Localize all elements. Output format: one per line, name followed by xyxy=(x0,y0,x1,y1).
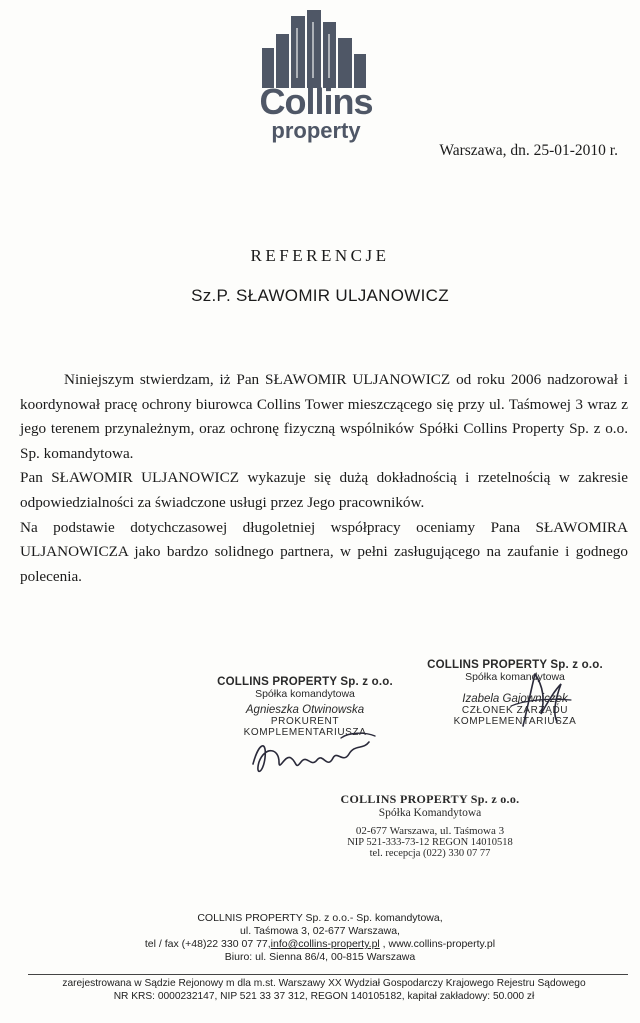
letter-recipient: Sz.P. SŁAWOMIR ULJANOWICZ xyxy=(191,286,449,305)
stamp-role-sub: KOMPLEMENTARIUSZA xyxy=(243,727,367,738)
stamp-role: CZŁONEK ZARZĄDU xyxy=(461,705,569,716)
stamp-role-sub: KOMPLEMENTARIUSZA xyxy=(453,716,577,727)
logo-wordmark-collins: Collins xyxy=(259,81,373,122)
registry-info xyxy=(18,977,630,1003)
company-stamp-address: 02-677 Warszawa, ul. Taśmowa 3 xyxy=(355,825,505,837)
footer-company: COLLNIS PROPERTY Sp. z o.o.- Sp. komandytowa, xyxy=(197,912,443,924)
company-stamp-name: COLLINS PROPERTY Sp. z o.o. xyxy=(340,792,520,806)
company-stamp-ids: NIP 521-333-73-12 REGON 14010518 xyxy=(347,837,513,848)
letter-date: Warszawa, dn. 25-01-2010 r. xyxy=(439,142,618,159)
letter-title: REFERENCJE xyxy=(250,246,390,265)
footer-email-link[interactable]: info@collins-property.pl xyxy=(270,938,380,950)
footer-office: Biuro: ul. Sienna 86/4, 00-815 Warszawa xyxy=(224,951,416,963)
logo-buildings-icon xyxy=(256,8,378,146)
registry-court: zarejestrowana w Sądzie Rejonowy m dla m.st. Warszawy XX Wydział Gospodarczy Krajowego Rejestru Sądowego xyxy=(62,978,586,989)
footer-contact xyxy=(0,938,640,951)
letter-body xyxy=(20,368,628,589)
stamp-role: PROKURENT xyxy=(270,716,340,727)
body-paragraph-2: Pan SŁAWOMIR ULJANOWICZ wykazuje się dużą dokładnością i rzetelnością w zakresie odpowiedzialności za świadczone usługi przez Jego pracowników. xyxy=(20,469,628,511)
stamp-company: COLLINS PROPERTY Sp. z o.o. xyxy=(217,676,393,688)
footer-address: ul. Taśmowa 3, 02-677 Warszawa, xyxy=(240,925,400,937)
footer-divider xyxy=(28,974,628,975)
body-paragraph-1: Niniejszym stwierdzam, iż Pan SŁAWOMIR ULJANOWICZ od roku 2006 nadzorował i koordynował pracę ochrony biurowca Collins Tower mieszczącego się przy ul. Taśmowej 3 wraz z jego terenem przynależnym, oraz ochronę fizyczną wspólników Spółki Collins Property Sp. z o.o. Sp. komandytowa. xyxy=(20,371,628,462)
stamp-person: Izabela Gajownicze̜k xyxy=(462,693,568,705)
stamp-company: COLLINS PROPERTY Sp. z o.o. xyxy=(427,659,603,671)
registry-numbers: NR KRS: 0000232147, NIP 521 33 37 312, REGON 140105182, kapitał zakładowy: 50.000 zł xyxy=(113,991,535,1002)
collins-property-logo xyxy=(256,8,378,146)
logo-wordmark-property: property xyxy=(271,118,361,143)
footer-phone: tel / fax (+48)22 330 07 77, xyxy=(144,938,271,950)
handwritten-signature-left xyxy=(245,724,385,780)
stamp-form: Spółka komandytowa xyxy=(255,688,355,700)
handwritten-signature-right xyxy=(505,670,575,730)
stamp-form: Spółka komandytowa xyxy=(465,671,565,683)
body-paragraph-3: Na podstawie dotychczasowej długoletniej współpracy oceniamy Pana SŁAWOMIRA ULJANOWICZA jako bardzo solidnego partnera, w pełni zasługującego na zaufanie i godnego polecenia. xyxy=(20,518,628,585)
letterhead-footer xyxy=(0,912,640,964)
company-stamp-form: Spółka Komandytowa xyxy=(378,807,482,819)
footer-website[interactable]: , www.collins-property.pl xyxy=(379,938,496,950)
company-stamp xyxy=(330,792,530,859)
stamp-person: Agnieszka Otwinowska xyxy=(245,704,365,716)
company-stamp-phone: tel. recepcja (022) 330 07 77 xyxy=(369,848,491,859)
